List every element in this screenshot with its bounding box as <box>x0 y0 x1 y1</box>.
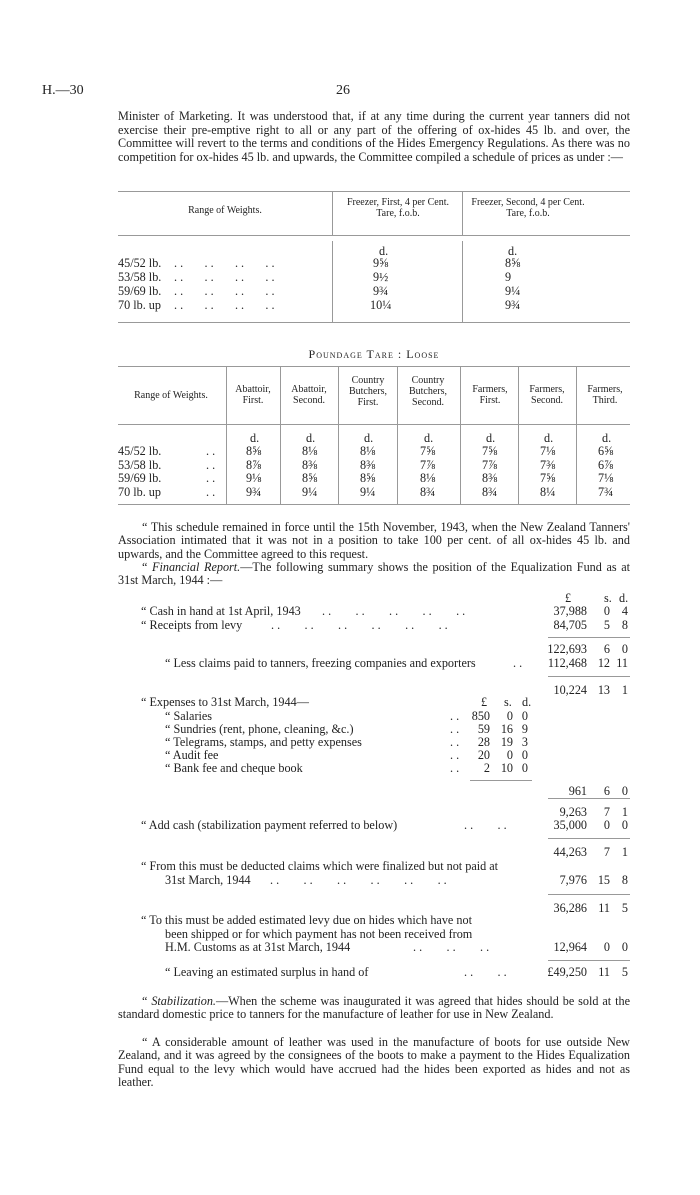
amount-pounds: 35,000 <box>553 818 587 832</box>
table2-divider <box>460 366 461 504</box>
deduct-claims-label: “ From this must be deducted claims which were finalized but not paid at <box>141 859 499 873</box>
expense-label: “ Sundries (rent, phone, cleaning, &c.) <box>165 722 354 736</box>
table2-cell: 8⅝ <box>360 471 376 485</box>
table2-header-country-second: Country Butchers, Second. <box>408 375 448 408</box>
expenses-currency-header: d. <box>522 695 532 709</box>
cash-in-hand-label: “ Cash in hand at 1st April, 1943 <box>141 604 301 618</box>
table2-header-abattoir-second: Abattoir, Second. <box>291 384 327 406</box>
table2-divider <box>397 366 398 504</box>
financial-report-paragraph <box>118 561 630 588</box>
sum-rule <box>548 838 630 839</box>
table2-cell: 6⅝ <box>598 444 614 458</box>
amount-shillings: 11 <box>598 901 610 915</box>
expense-amount: 10 <box>500 761 513 775</box>
table2-header-abattoir-first: Abattoir, First. <box>235 384 271 406</box>
leader-dots: . . . . . . <box>413 940 490 954</box>
table2-cell: 7⅞ <box>420 457 436 472</box>
amount-pence: 1 <box>621 845 628 859</box>
amount-pence: 1 <box>621 805 628 819</box>
sum-rule <box>548 637 630 638</box>
currency-shillings-header: s. <box>604 591 612 605</box>
table1-header-freezer-second: Freezer, Second, 4 per Cent. Tare, f.o.b. <box>471 197 585 219</box>
amount-pence: 0 <box>621 940 628 954</box>
table1-first: 9¾ <box>373 284 389 298</box>
amount-pounds: 37,988 <box>553 604 587 618</box>
table1-first: 9½ <box>373 270 389 284</box>
table1-divider-1b <box>332 241 333 322</box>
amount-shillings: 6 <box>603 642 610 656</box>
table1-top-rule <box>118 191 630 192</box>
table2-title: Poundage Tare : Loose <box>308 347 440 361</box>
table1-range: 59/69 lb. <box>118 284 162 298</box>
table2-cell: 7⅝ <box>420 444 436 458</box>
amount-pounds: 9,263 <box>559 805 587 819</box>
table2-unit: d. <box>424 431 434 445</box>
table2-divider <box>576 366 577 504</box>
expenses-currency-header: £ <box>481 695 488 709</box>
financial-report-heading: Financial Report. <box>152 560 241 574</box>
table2-divider <box>338 366 339 504</box>
stabilization-text: —When the scheme was inaugurated it was agreed that hides should be sold at the standard domestic price to tanners for the manufacture of leather for use in New Zealand. <box>118 994 630 1022</box>
table1-unit-first: d. <box>379 244 389 258</box>
amount-pence: 0 <box>621 642 628 656</box>
amount-pence: 0 <box>621 818 628 832</box>
add-levy-label-3: H.M. Customs as at 31st March, 1944 <box>165 940 351 954</box>
expenses-title: “ Expenses to 31st March, 1944— <box>141 695 309 709</box>
receipts-label: “ Receipts from levy <box>141 618 243 632</box>
table1-second: 8⅝ <box>505 256 521 270</box>
table2-cell: 9⅛ <box>246 471 262 485</box>
expense-amount: 28 <box>477 735 490 749</box>
table1-divider-2 <box>462 191 463 235</box>
expense-amount: 0 <box>521 709 528 723</box>
table1-range: 45/52 lb. <box>118 256 162 270</box>
financial-quote: “ <box>142 560 153 574</box>
amount-pence: 8 <box>621 873 628 887</box>
expense-amount: 0 <box>521 761 528 775</box>
table2-cell: 8⅝ <box>246 444 262 458</box>
table1-header-range: Range of Weights. <box>188 205 262 216</box>
sum-rule <box>548 798 630 799</box>
table2-cell: 8⅛ <box>420 471 436 485</box>
expense-amount: 9 <box>521 722 528 736</box>
table2-cell: 8⅞ <box>246 457 262 472</box>
leader-dots: . . <box>450 761 460 775</box>
table1-dots: . . . . . . . . <box>174 284 275 298</box>
table1-divider-2b <box>462 241 463 322</box>
expenses-currency-header: s. <box>504 695 512 709</box>
table2-unit: d. <box>306 431 316 445</box>
table2-range: 70 lb. up <box>118 484 161 499</box>
table2-cell: 7⅝ <box>540 471 556 485</box>
amount-pounds: 112,468 <box>547 656 587 670</box>
schedule-paragraph: “ This schedule remained in force until the 15th November, 1943, when the New Zealand Tanners' Association intimated that it was not in a position to take 100 per cent. of all ox-hides 45 lb. and upwards, and the Committee agreed to this request. <box>118 520 630 561</box>
table1-dots: . . . . . . . . <box>174 256 275 270</box>
leader-dots: . . . . <box>464 965 507 979</box>
currency-pounds-header: £ <box>565 591 572 605</box>
sum-rule <box>548 894 630 895</box>
intro-paragraph: Minister of Marketing. It was understood that, if at any time during the current year tanners did not exercise their pre-emptive right to all or any part of the offering of ox-hides 45 lb. and over, the Committee will revert to the terms and conditions of the Hides Emergency Regulations. As there was no competition for ox-hides 45 lb. and upwards, the Committee compiled a schedule of prices as under :— <box>118 109 630 164</box>
add-levy-label-2: been shipped or for which payment has not been received from <box>165 927 473 941</box>
stab-quote: “ <box>142 994 152 1008</box>
sum-rule <box>548 676 630 677</box>
table2-cell: 8¾ <box>420 484 436 499</box>
expense-label: “ Audit fee <box>165 748 219 762</box>
table2-cell: 8¼ <box>540 484 556 499</box>
expense-amount: 2 <box>483 761 490 775</box>
expense-amount: 850 <box>471 709 490 723</box>
expense-amount: 0 <box>506 709 513 723</box>
table2-cell: 7⅛ <box>598 471 614 485</box>
table1-range: 70 lb. up <box>118 298 161 312</box>
table2-divider <box>280 366 281 504</box>
amount-shillings: 0 <box>603 818 610 832</box>
amount-pounds: 44,263 <box>553 845 587 859</box>
currency-pence-header: d. <box>619 591 629 605</box>
table2-unit: d. <box>486 431 496 445</box>
amount-shillings: 7 <box>603 805 610 819</box>
table2-unit: d. <box>602 431 612 445</box>
document-reference: H.—30 <box>42 83 84 98</box>
add-levy-label: “ To this must be added estimated levy due on hides which have not <box>141 913 472 927</box>
table1-second: 9¾ <box>505 298 521 312</box>
table1-dots: . . . . . . . . <box>174 298 275 312</box>
table2-top-rule <box>118 366 630 367</box>
amount-shillings: 15 <box>597 873 610 887</box>
table2-header-farmers-second: Farmers, Second. <box>529 384 565 406</box>
table1-second: 9 <box>505 270 512 284</box>
amount-pounds: 10,224 <box>553 683 587 697</box>
stabilization-paragraph <box>118 995 630 1022</box>
table2-cell: 9¾ <box>246 484 262 499</box>
table1-second: 9¼ <box>505 284 521 298</box>
leader-dots: . . <box>450 722 460 736</box>
table1-divider-1 <box>332 191 333 235</box>
leader-dots: . . <box>513 656 523 670</box>
expense-amount: 0 <box>506 748 513 762</box>
table2-dots: . . <box>206 457 216 472</box>
table2-cell: 8⅝ <box>302 471 318 485</box>
surplus-label: “ Leaving an estimated surplus in hand of <box>165 965 369 979</box>
table2-cell: 7⅝ <box>482 444 498 458</box>
leader-dots: . . <box>450 709 460 723</box>
amount-shillings: 7 <box>603 845 610 859</box>
table2-divider <box>226 366 227 504</box>
table2-unit: d. <box>364 431 374 445</box>
table1-range: 53/58 lb. <box>118 270 162 284</box>
leader-dots: . . <box>450 748 460 762</box>
amount-pence: 8 <box>621 618 628 632</box>
table2-cell: 8⅛ <box>360 444 376 458</box>
table2-range: 53/58 lb. <box>118 457 162 472</box>
expense-amount: 59 <box>477 722 490 736</box>
expense-amount: 20 <box>477 748 490 762</box>
expense-amount: 0 <box>521 748 528 762</box>
expense-amount: 3 <box>521 735 528 749</box>
table2-cell: 6⅞ <box>598 457 614 472</box>
table2-cell: 8⅜ <box>482 471 498 485</box>
amount-pence: 1 <box>621 683 628 697</box>
amount-pounds: 12,964 <box>553 940 587 954</box>
leader-dots: . . <box>450 735 460 749</box>
table2-header-farmers-first: Farmers, First. <box>472 384 508 406</box>
amount-pounds: 84,705 <box>553 618 587 632</box>
amount-pounds: 7,976 <box>559 873 587 887</box>
amount-pounds: 961 <box>568 784 587 798</box>
table2-divider <box>518 366 519 504</box>
amount-pounds: 122,693 <box>547 642 587 656</box>
table2-header-farmers-third: Farmers, Third. <box>587 384 623 406</box>
amount-pence: 5 <box>621 901 628 915</box>
table2-bottom-rule <box>118 504 630 505</box>
table2-cell: 8¾ <box>482 484 498 499</box>
amount-pence: 5 <box>621 965 628 979</box>
amount-shillings: 6 <box>603 784 610 798</box>
table1-header-rule <box>118 235 630 236</box>
table2-unit: d. <box>544 431 554 445</box>
leader-dots: . . . . . . . . . . . . <box>271 618 448 632</box>
amount-pence: 11 <box>616 656 628 670</box>
table2-cell: 8⅜ <box>360 457 376 472</box>
table1-first: 9⅝ <box>373 256 389 270</box>
less-claims-label: “ Less claims paid to tanners, freezing companies and exporters <box>165 656 476 670</box>
leader-dots: . . . . . . . . . . . . <box>270 873 447 887</box>
financial-report-text: —The following summary shows the position of the Equalization Fund as at 31st March, 1944 :— <box>118 560 630 588</box>
expense-amount: 16 <box>500 722 513 736</box>
table2-header-range: Range of Weights. <box>134 390 208 401</box>
amount-shillings: 11 <box>598 965 610 979</box>
amount-shillings: 0 <box>603 604 610 618</box>
amount-pence: 0 <box>621 784 628 798</box>
table2-header-rule <box>118 424 630 425</box>
leader-dots: . . . . <box>464 818 507 832</box>
table2-header-country-first: Country Butchers, First. <box>348 375 388 408</box>
expense-label: “ Bank fee and cheque book <box>165 761 303 775</box>
expense-label: “ Salaries <box>165 709 213 723</box>
table1-first: 10¼ <box>370 298 392 312</box>
amount-pounds: 36,286 <box>553 901 587 915</box>
table2-range: 45/52 lb. <box>118 444 162 458</box>
stabilization-heading: Stabilization. <box>151 994 216 1008</box>
table2-cell: 9¼ <box>360 484 376 499</box>
deduct-claims-date: 31st March, 1944 <box>165 873 251 887</box>
table2-cell: 8⅜ <box>302 457 318 472</box>
expense-label: “ Telegrams, stamps, and petty expenses <box>165 735 362 749</box>
expense-amount: 19 <box>500 735 513 749</box>
amount-shillings: 13 <box>597 683 610 697</box>
leather-paragraph: “ A considerable amount of leather was used in the manufacture of boots for use outside New Zealand, and it was agreed by the consignees of the boots to make a payment to the Hides Equalization Fund equal to the levy which would have accrued had the hides been exported as hides and not as leather. <box>118 1035 630 1090</box>
table2-range: 59/69 lb. <box>118 471 162 485</box>
amount-shillings: 12 <box>597 656 610 670</box>
table2-dots: . . <box>206 471 216 485</box>
sum-rule <box>470 780 532 781</box>
page-number: 26 <box>336 83 350 98</box>
table1-bottom-rule <box>118 322 630 323</box>
amount-shillings: 0 <box>603 940 610 954</box>
sum-rule <box>548 960 630 961</box>
amount-pence: 4 <box>621 604 628 618</box>
table2-dots: . . <box>206 444 216 458</box>
amount-shillings: 5 <box>603 618 610 632</box>
table2-cell: 9¼ <box>302 484 318 499</box>
table2-cell: 7⅞ <box>482 457 498 472</box>
add-cash-label: “ Add cash (stabilization payment referred to below) <box>141 818 398 832</box>
table1-unit-second: d. <box>508 244 518 258</box>
table2-cell: 7⅜ <box>540 457 556 472</box>
table2-cell: 8⅛ <box>302 444 318 458</box>
table1-dots: . . . . . . . . <box>174 270 275 284</box>
table2-dots: . . <box>206 484 216 499</box>
table2-cell: 7¾ <box>598 484 614 499</box>
table2-cell: 7⅛ <box>540 444 556 458</box>
table2-unit: d. <box>250 431 260 445</box>
table1-header-freezer-first: Freezer, First, 4 per Cent. Tare, f.o.b. <box>346 197 450 219</box>
amount-pounds: £49,250 <box>547 965 587 979</box>
leader-dots: . . . . . . . . . . <box>322 604 466 618</box>
